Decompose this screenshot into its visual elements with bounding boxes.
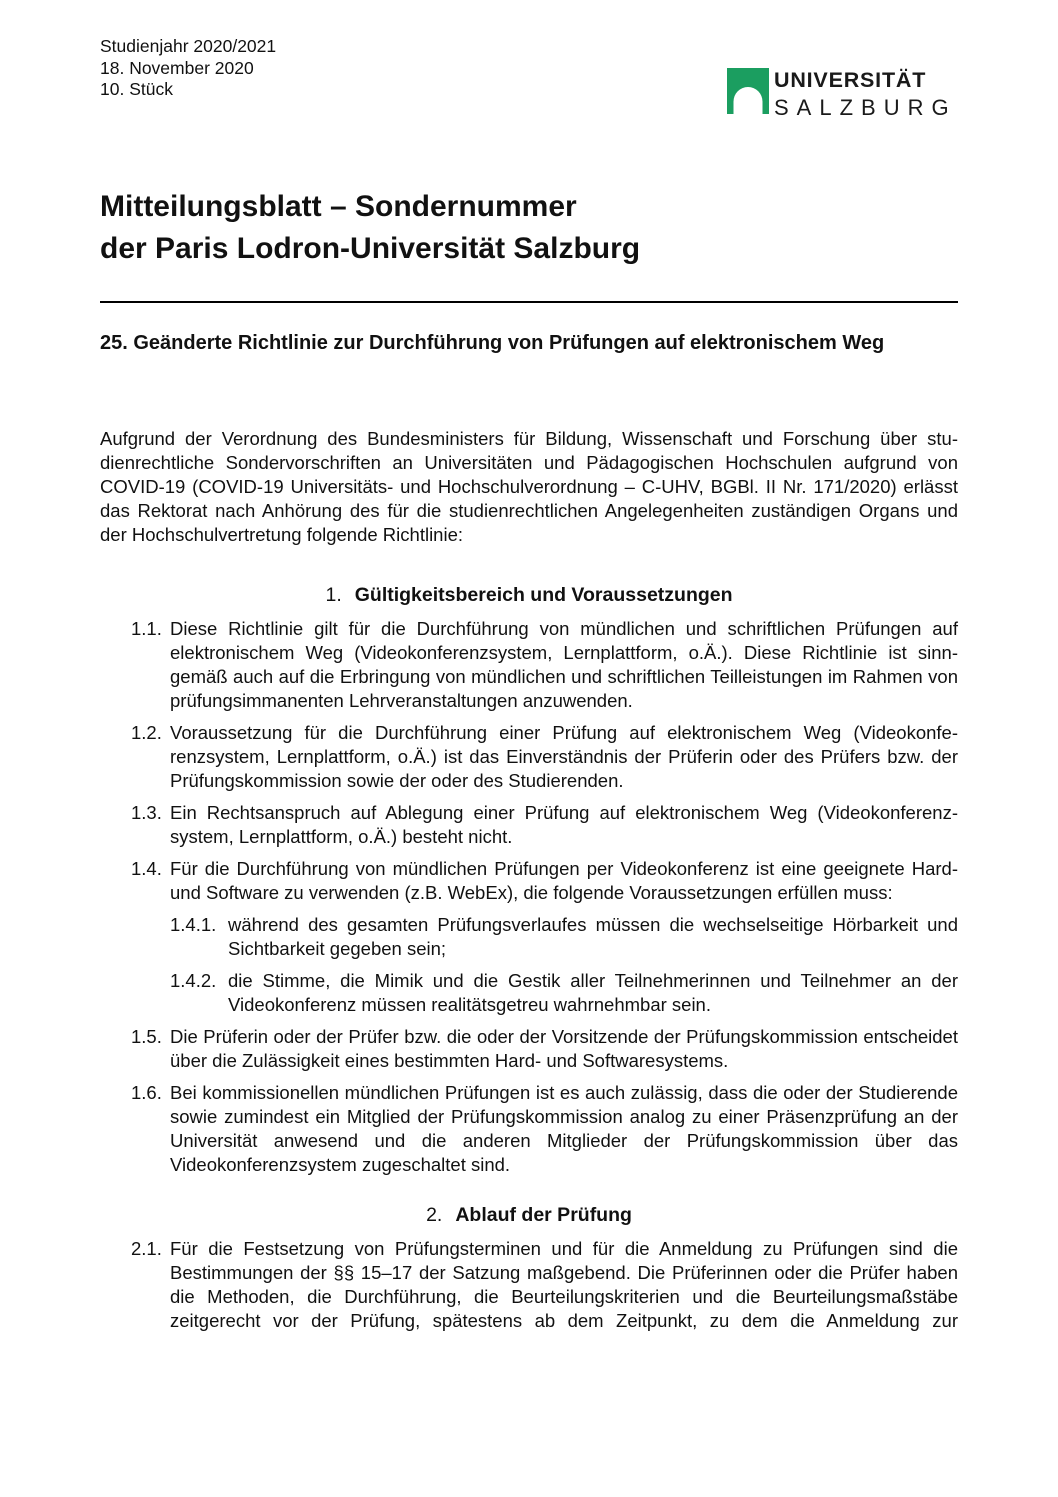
issue-study-year: Studienjahr 2020/2021	[100, 36, 277, 56]
university-logo	[727, 66, 957, 121]
section-number: 1.	[325, 584, 342, 606]
list-item-1-4-1	[100, 913, 958, 961]
section-number: 2.	[426, 1204, 443, 1226]
issue-date: 18. November 2020	[100, 57, 254, 78]
item-number: 1.4.2.	[170, 970, 217, 991]
item-text: Diese Richtlinie gilt für die Durchführung von mündlichen und schriftlichen Prüfungen auf elektronischem Weg (Videokonferenzsystem, Lernplattform, o.Ä.). Diese Richtlinie ist sinngemäß auch auf die Erbringung von mündlichen und schriftlichen Teilleistungen im Rahmen von prüfungsimmanenten Lehrveranstaltungen anzuwenden.	[170, 618, 958, 711]
list-item-1-4-2	[100, 969, 958, 1017]
item-number: 1.1.	[131, 618, 162, 639]
item-text: Voraussetzung für die Durchführung einer Prüfung auf elektronischem Weg (Videokonferenzsystem, Lernplattform, o.Ä.) ist das Einverständnis der Prüferin oder des Prüfers bzw. der Prüfungskommission sowie der oder des Studierenden.	[170, 722, 958, 791]
item-text: Bei kommissionellen mündlichen Prüfungen ist es auch zulässig, dass die oder der Studierende sowie zumindest ein Mitglied der Prüfungskommission analog zu einer Präsenzprüfung an der Universität anwesend und die anderen Mitglieder der Prüfungskommission über das Videokonferenzsystem zugeschaltet sind.	[170, 1082, 958, 1175]
item-number: 1.6.	[131, 1082, 162, 1103]
list-item-1-4	[100, 857, 958, 905]
item-number: 2.1.	[131, 1238, 162, 1259]
document-body	[100, 331, 958, 1341]
arch-shape	[734, 87, 763, 114]
list-item-1-5	[100, 1025, 958, 1073]
list-item-2-1	[100, 1237, 958, 1333]
document-title	[100, 186, 958, 270]
university-arch-icon	[727, 68, 769, 114]
item-text: Ein Rechtsanspruch auf Ablegung einer Prüfung auf elektronischem Weg (Videokonferenzsystem, Lernplattform, o.Ä.) besteht nicht.	[170, 802, 958, 847]
logo-word-universitat: UNIVERSITÄT	[774, 68, 927, 92]
section-heading-2	[100, 1203, 958, 1227]
issue-number: 10. Stück	[100, 79, 173, 99]
item-number: 1.3.	[131, 802, 162, 823]
item-text: Für die Durchführung von mündlichen Prüfungen per Videokonferenz ist eine geeignete Hard- und Software zu verwenden (z.B. WebEx), die folgende Voraussetzungen erfüllen muss:	[170, 858, 958, 903]
list-item-1-6	[100, 1081, 958, 1177]
list-item-1-2	[100, 721, 958, 793]
item-number: 1.2.	[131, 722, 162, 743]
item-text: während des gesamten Prüfungsverlaufes müssen die wechselseitige Hörbarkeit und Sichtbarkeit gegeben sein;	[228, 914, 958, 959]
item-number: 1.4.1.	[170, 914, 217, 935]
intro-paragraph: Aufgrund der Verordnung des Bundesministers für Bildung, Wissenschaft und Forschung über studienrechtliche Sondervorschriften an Universitäten und Pädagogischen Hochschulen aufgrund von COVID-19 (COVID-19 Universitäts- und Hochschulverordnung – C-UHV, BGBl. II Nr. 171/2020) erlässt das Rektorat nach Anhörung des für die studienrechtlichen Angelegenheiten zuständigen Organs und der Hochschulvertretung folgende Richtlinie:	[100, 428, 958, 545]
horizontal-divider	[100, 301, 958, 303]
logo-word-salzburg: SALZBURG	[774, 95, 957, 120]
section-title: Ablauf der Prüfung	[455, 1204, 632, 1226]
item-text: die Stimme, die Mimik und die Gestik aller Teilnehmerinnen und Teilnehmer an der Videokonferenz müssen realitätsgetreu wahrnehmbar sein.	[228, 970, 958, 1015]
subject-heading: 25. Geänderte Richtlinie zur Durchführung von Prüfungen auf elektronischem Weg	[100, 332, 885, 354]
issue-info	[100, 36, 276, 101]
document-title-line1: Mitteilungsblatt – Sondernummer	[100, 190, 577, 223]
item-text: Die Prüferin oder der Prüfer bzw. die oder der Vorsitzende der Prüfungskommission entscheidet über die Zulässigkeit eines bestimmten Hard- und Softwaresystems.	[170, 1026, 958, 1071]
list-item-1-1	[100, 617, 958, 713]
university-logo-text	[774, 66, 957, 121]
item-number: 1.5.	[131, 1026, 162, 1047]
section-heading-1	[100, 583, 958, 607]
section-title: Gültigkeitsbereich und Voraussetzungen	[354, 584, 733, 606]
document-title-line2: der Paris Lodron-Universität Salzburg	[100, 232, 641, 265]
item-number: 1.4.	[131, 858, 162, 879]
item-text: Für die Festsetzung von Prüfungsterminen und für die Anmeldung zu Prüfungen sind die Bestimmungen der §§ 15–17 der Satzung maßgebend. Die Prüferinnen oder die Prüfer haben die Methoden, die Durchführung, die Beurteilungskriterien und die Beurteilungsmaßstäbe zeitgerecht vor der Prüfung, spätestens ab dem Zeitpunkt, zu dem die Anmeldung zur	[170, 1238, 958, 1331]
list-item-1-3	[100, 801, 958, 849]
